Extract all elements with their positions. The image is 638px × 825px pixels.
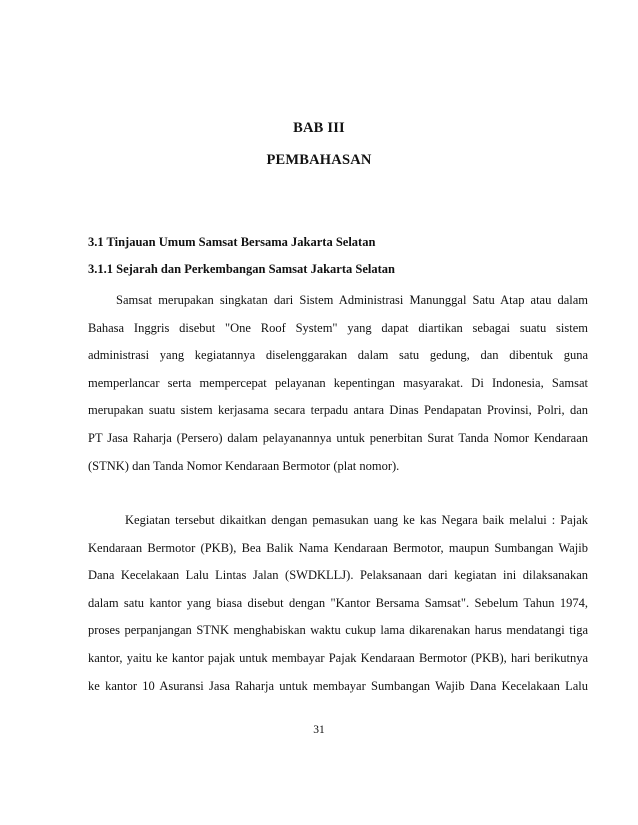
paragraph-1 xyxy=(88,287,588,480)
paragraph-line: Kendaraan Bermotor (PKB), Bea Balik Nama Kendaraan Bermotor, maupun Sumbangan Wajib xyxy=(88,540,588,555)
paragraph-line: proses perpanjangan STNK menghabiskan waktu cukup lama dikarenakan harus mendatangi tiga xyxy=(88,623,588,638)
section-heading-3-1-1: 3.1.1 Sejarah dan Perkembangan Samsat Jakarta Selatan xyxy=(88,262,395,276)
paragraph-line: (STNK) dan Tanda Nomor Kendaraan Bermotor (plat nomor). xyxy=(88,458,400,473)
paragraph-2 xyxy=(88,507,588,700)
paragraph-line: dalam satu kantor yang biasa disebut dengan "Kantor Bersama Samsat". Sebelum Tahun 1974, xyxy=(88,595,588,610)
paragraph-line: Dana Kecelakaan Lalu Lintas Jalan (SWDKLLJ). Pelaksanaan dari kegiatan ini dilaksanakan xyxy=(88,568,588,583)
paragraph-line: memperlancar serta mempercepat pelayanan kepentingan masyarakat. Di Indonesia, Samsat xyxy=(88,375,588,390)
paragraph-line: Kegiatan tersebut dikaitkan dengan pemasukan uang ke kas Negara baik melalui : Pajak xyxy=(125,513,588,527)
page-number: 31 xyxy=(313,724,325,736)
paragraph-line: administrasi yang kegiatannya diselenggarakan dalam satu gedung, dan dibentuk guna xyxy=(88,348,588,363)
paragraph-line: ke kantor 10 Asuransi Jasa Raharja untuk membayar Sumbangan Wajib Dana Kecelakaan Lalu xyxy=(88,678,588,693)
chapter-title: PEMBAHASAN xyxy=(266,152,372,168)
paragraph-line: merupakan suatu sistem kerjasama secara terpadu antara Dinas Pendapatan Provinsi, Polri, dan xyxy=(88,403,588,418)
paragraph-line: Bahasa Inggris disebut "One Roof System" yang dapat diartikan sebagai suatu sistem xyxy=(88,320,588,335)
section-heading-3-1: 3.1 Tinjauan Umum Samsat Bersama Jakarta Selatan xyxy=(88,235,376,249)
chapter-number: BAB III xyxy=(293,120,345,136)
paragraph-line: kantor, yaitu ke kantor pajak untuk membayar Pajak Kendaraan Bermotor (PKB), hari berikutnya xyxy=(88,650,588,665)
paragraph-line: Samsat merupakan singkatan dari Sistem Administrasi Manunggal Satu Atap atau dalam xyxy=(116,293,588,307)
paragraph-line: PT Jasa Raharja (Persero) dalam pelayanannya untuk penerbitan Surat Tanda Nomor Kendaraan xyxy=(88,430,588,445)
